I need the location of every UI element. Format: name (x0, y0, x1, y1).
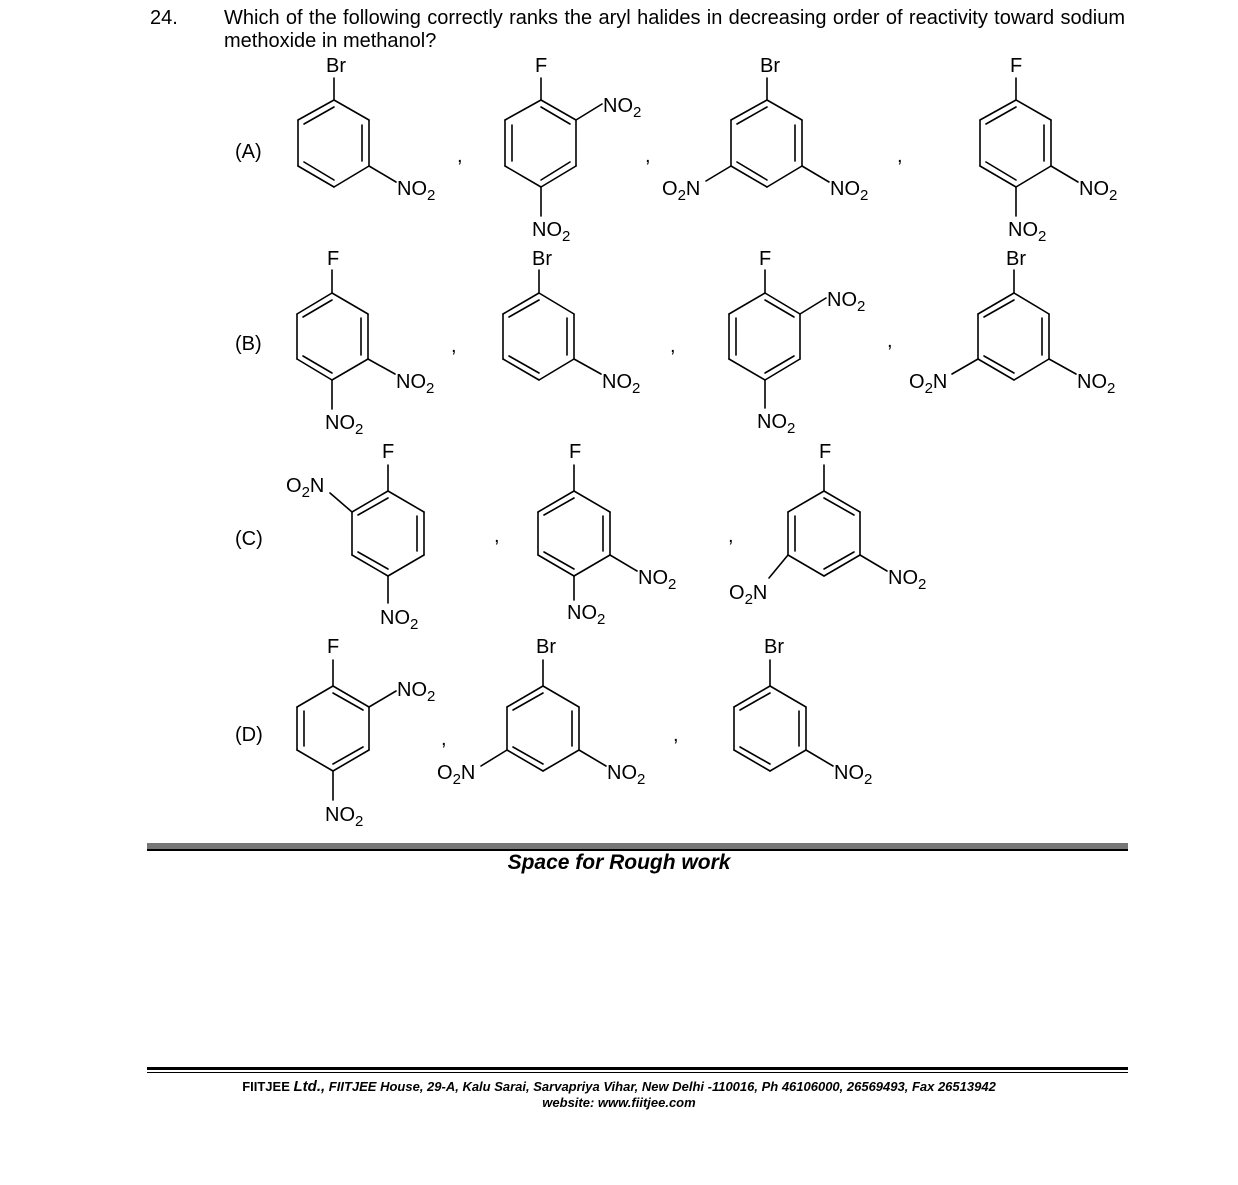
option-c-compound-1 (286, 441, 424, 633)
svg-text:O2N: $O_2N$ (662, 178, 701, 204)
option-a-label: (A) (235, 141, 262, 163)
svg-text:NO2: $NO_2$ (603, 95, 642, 121)
option-c-compound-2 (538, 441, 676, 628)
svg-text:NO2: $NO_2$ (396, 371, 435, 397)
svg-text:O2N: $O_2N$ (437, 762, 476, 788)
footer-address: FIITJEE House, 29-A, Kalu Sarai, Sarvapriya Vihar, New Delhi -110016, Ph 46106000, 26569493, Fax 26513942 (328, 1079, 996, 1094)
option-b-compound-1 (297, 248, 434, 438)
footer (0, 1079, 1238, 1111)
svg-text:F: F (327, 248, 340, 270)
separator-comma: , (645, 145, 651, 167)
option-a-compound-1 (298, 55, 435, 204)
svg-text:Br: Br (532, 248, 552, 270)
svg-text:F: F (535, 55, 548, 77)
svg-text:NO2: $NO_2$ (827, 289, 866, 315)
option-b-compound-4 (909, 248, 1115, 397)
separator-rule (147, 843, 1128, 851)
option-a-compound-3 (662, 55, 868, 204)
separator-comma: , (897, 145, 903, 167)
option-b-label: (B) (235, 333, 262, 355)
svg-text:Br: Br (326, 55, 346, 77)
footer-brand: FIITJEE (242, 1079, 290, 1094)
svg-text:NO2: $NO_2$ (834, 762, 873, 788)
option-d-label: (D) (235, 724, 263, 746)
separator-comma: , (887, 330, 893, 352)
svg-text:NO2: $NO_2$ (757, 411, 796, 437)
option-c-compound-3 (729, 441, 926, 608)
svg-text:F: F (759, 248, 772, 270)
option-c (235, 441, 926, 633)
svg-text:NO2: $NO_2$ (602, 371, 641, 397)
separator-comma: , (728, 525, 734, 547)
option-a (235, 55, 1117, 245)
svg-text:NO2: $NO_2$ (607, 762, 646, 788)
svg-text:NO2: $NO_2$ (325, 412, 364, 438)
svg-text:NO2: $NO_2$ (1008, 219, 1047, 245)
svg-text:NO2: $NO_2$ (397, 679, 436, 705)
option-b (235, 248, 1115, 438)
footer-rule (147, 1067, 1128, 1070)
separator-comma: , (670, 335, 676, 357)
svg-text:Br: Br (1006, 248, 1026, 270)
svg-text:F: F (327, 636, 340, 658)
svg-text:F: F (1010, 55, 1023, 77)
footer-website: website: www.fiitjee.com (542, 1095, 696, 1110)
option-d (235, 636, 872, 830)
rough-work-heading: Space for Rough work (507, 851, 731, 874)
svg-text:Br: Br (760, 55, 780, 77)
question-number: 24. (150, 7, 178, 29)
option-d-compound-2 (437, 636, 645, 788)
svg-text:NO2: $NO_2$ (532, 219, 571, 245)
option-a-compound-2 (505, 55, 641, 245)
option-c-label: (C) (235, 528, 263, 550)
separator-comma: , (673, 724, 679, 746)
svg-text:Br: Br (536, 636, 556, 658)
svg-text:NO2: $NO_2$ (638, 567, 677, 593)
option-b-compound-2 (503, 248, 640, 397)
footer-rule-thin (147, 1072, 1128, 1073)
separator-comma: , (451, 335, 457, 357)
svg-text:NO2: $NO_2$ (1079, 178, 1118, 204)
option-d-compound-3 (734, 636, 872, 788)
svg-text:O2N: $O_2N$ (909, 371, 948, 397)
svg-text:NO2: $NO_2$ (1077, 371, 1116, 397)
separator-comma: , (494, 525, 500, 547)
question-text: Which of the following correctly ranks the aryl halides in decreasing order of reactivity toward sodium methoxide in methanol? (224, 7, 1125, 52)
svg-text:F: F (819, 441, 832, 463)
svg-text:NO2: $NO_2$ (567, 602, 606, 628)
footer-address-line (0, 1079, 1238, 1095)
svg-text:NO2: $NO_2$ (830, 178, 869, 204)
svg-text:O2N: $O_2N$ (286, 475, 325, 501)
svg-text:F: F (569, 441, 582, 463)
svg-text:NO2: $NO_2$ (397, 178, 436, 204)
svg-text:Br: Br (764, 636, 784, 658)
svg-text:NO2: $NO_2$ (325, 804, 364, 830)
svg-text:O2N: $O_2N$ (729, 582, 768, 608)
svg-text:NO2: $NO_2$ (888, 567, 927, 593)
svg-text:F: F (382, 441, 395, 463)
svg-text:NO2: $NO_2$ (380, 607, 419, 633)
separator-comma: , (457, 145, 463, 167)
footer-ltd: Ltd., (293, 1078, 326, 1095)
separator-comma: , (441, 728, 447, 750)
option-b-compound-3 (729, 248, 865, 437)
option-a-compound-4 (980, 55, 1117, 245)
option-d-compound-1 (297, 636, 435, 830)
